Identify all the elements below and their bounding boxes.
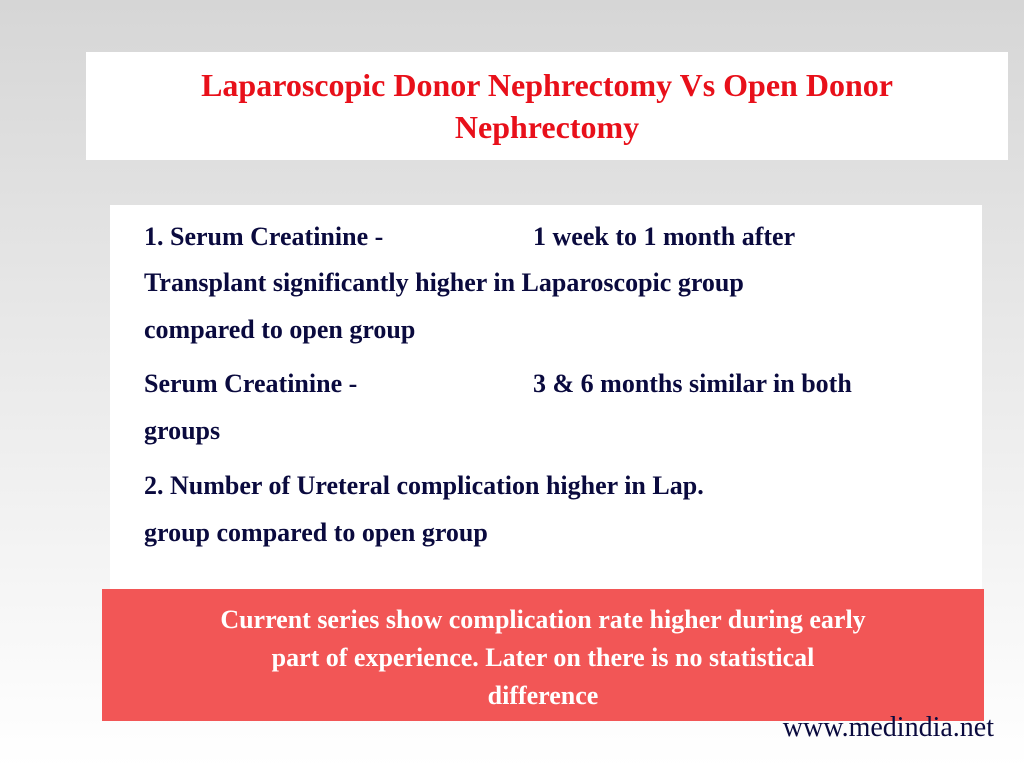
point-1-line-3: compared to open group xyxy=(144,315,416,344)
callout-line-1: Current series show complication rate higher during early xyxy=(220,605,866,634)
point-1-line-2: Transplant significantly higher in Laparoscopic group xyxy=(144,268,744,297)
point-1b-line-2: groups xyxy=(144,416,221,445)
point-2-line-1: 2. Number of Ureteral complication higher in Lap. xyxy=(144,471,704,500)
content-box xyxy=(110,205,982,605)
callout-line-3: difference xyxy=(487,681,599,710)
slide-title-line-2: Nephrectomy xyxy=(454,109,640,145)
footer-url: www.medindia.net xyxy=(782,712,994,743)
point-1b-label: Serum Creatinine - xyxy=(144,369,358,398)
title-box xyxy=(86,52,1008,160)
point-1-label: 1. Serum Creatinine - xyxy=(144,222,384,251)
point-1-value: 1 week to 1 month after xyxy=(533,222,796,251)
callout-box xyxy=(102,589,984,721)
slide-title-line-1: Laparoscopic Donor Nephrectomy Vs Open Donor xyxy=(201,67,893,103)
callout-line-2: part of experience. Later on there is no statistical xyxy=(271,643,815,672)
point-1b-value: 3 & 6 months similar in both xyxy=(533,369,852,398)
point-2-line-2: group compared to open group xyxy=(144,518,488,547)
